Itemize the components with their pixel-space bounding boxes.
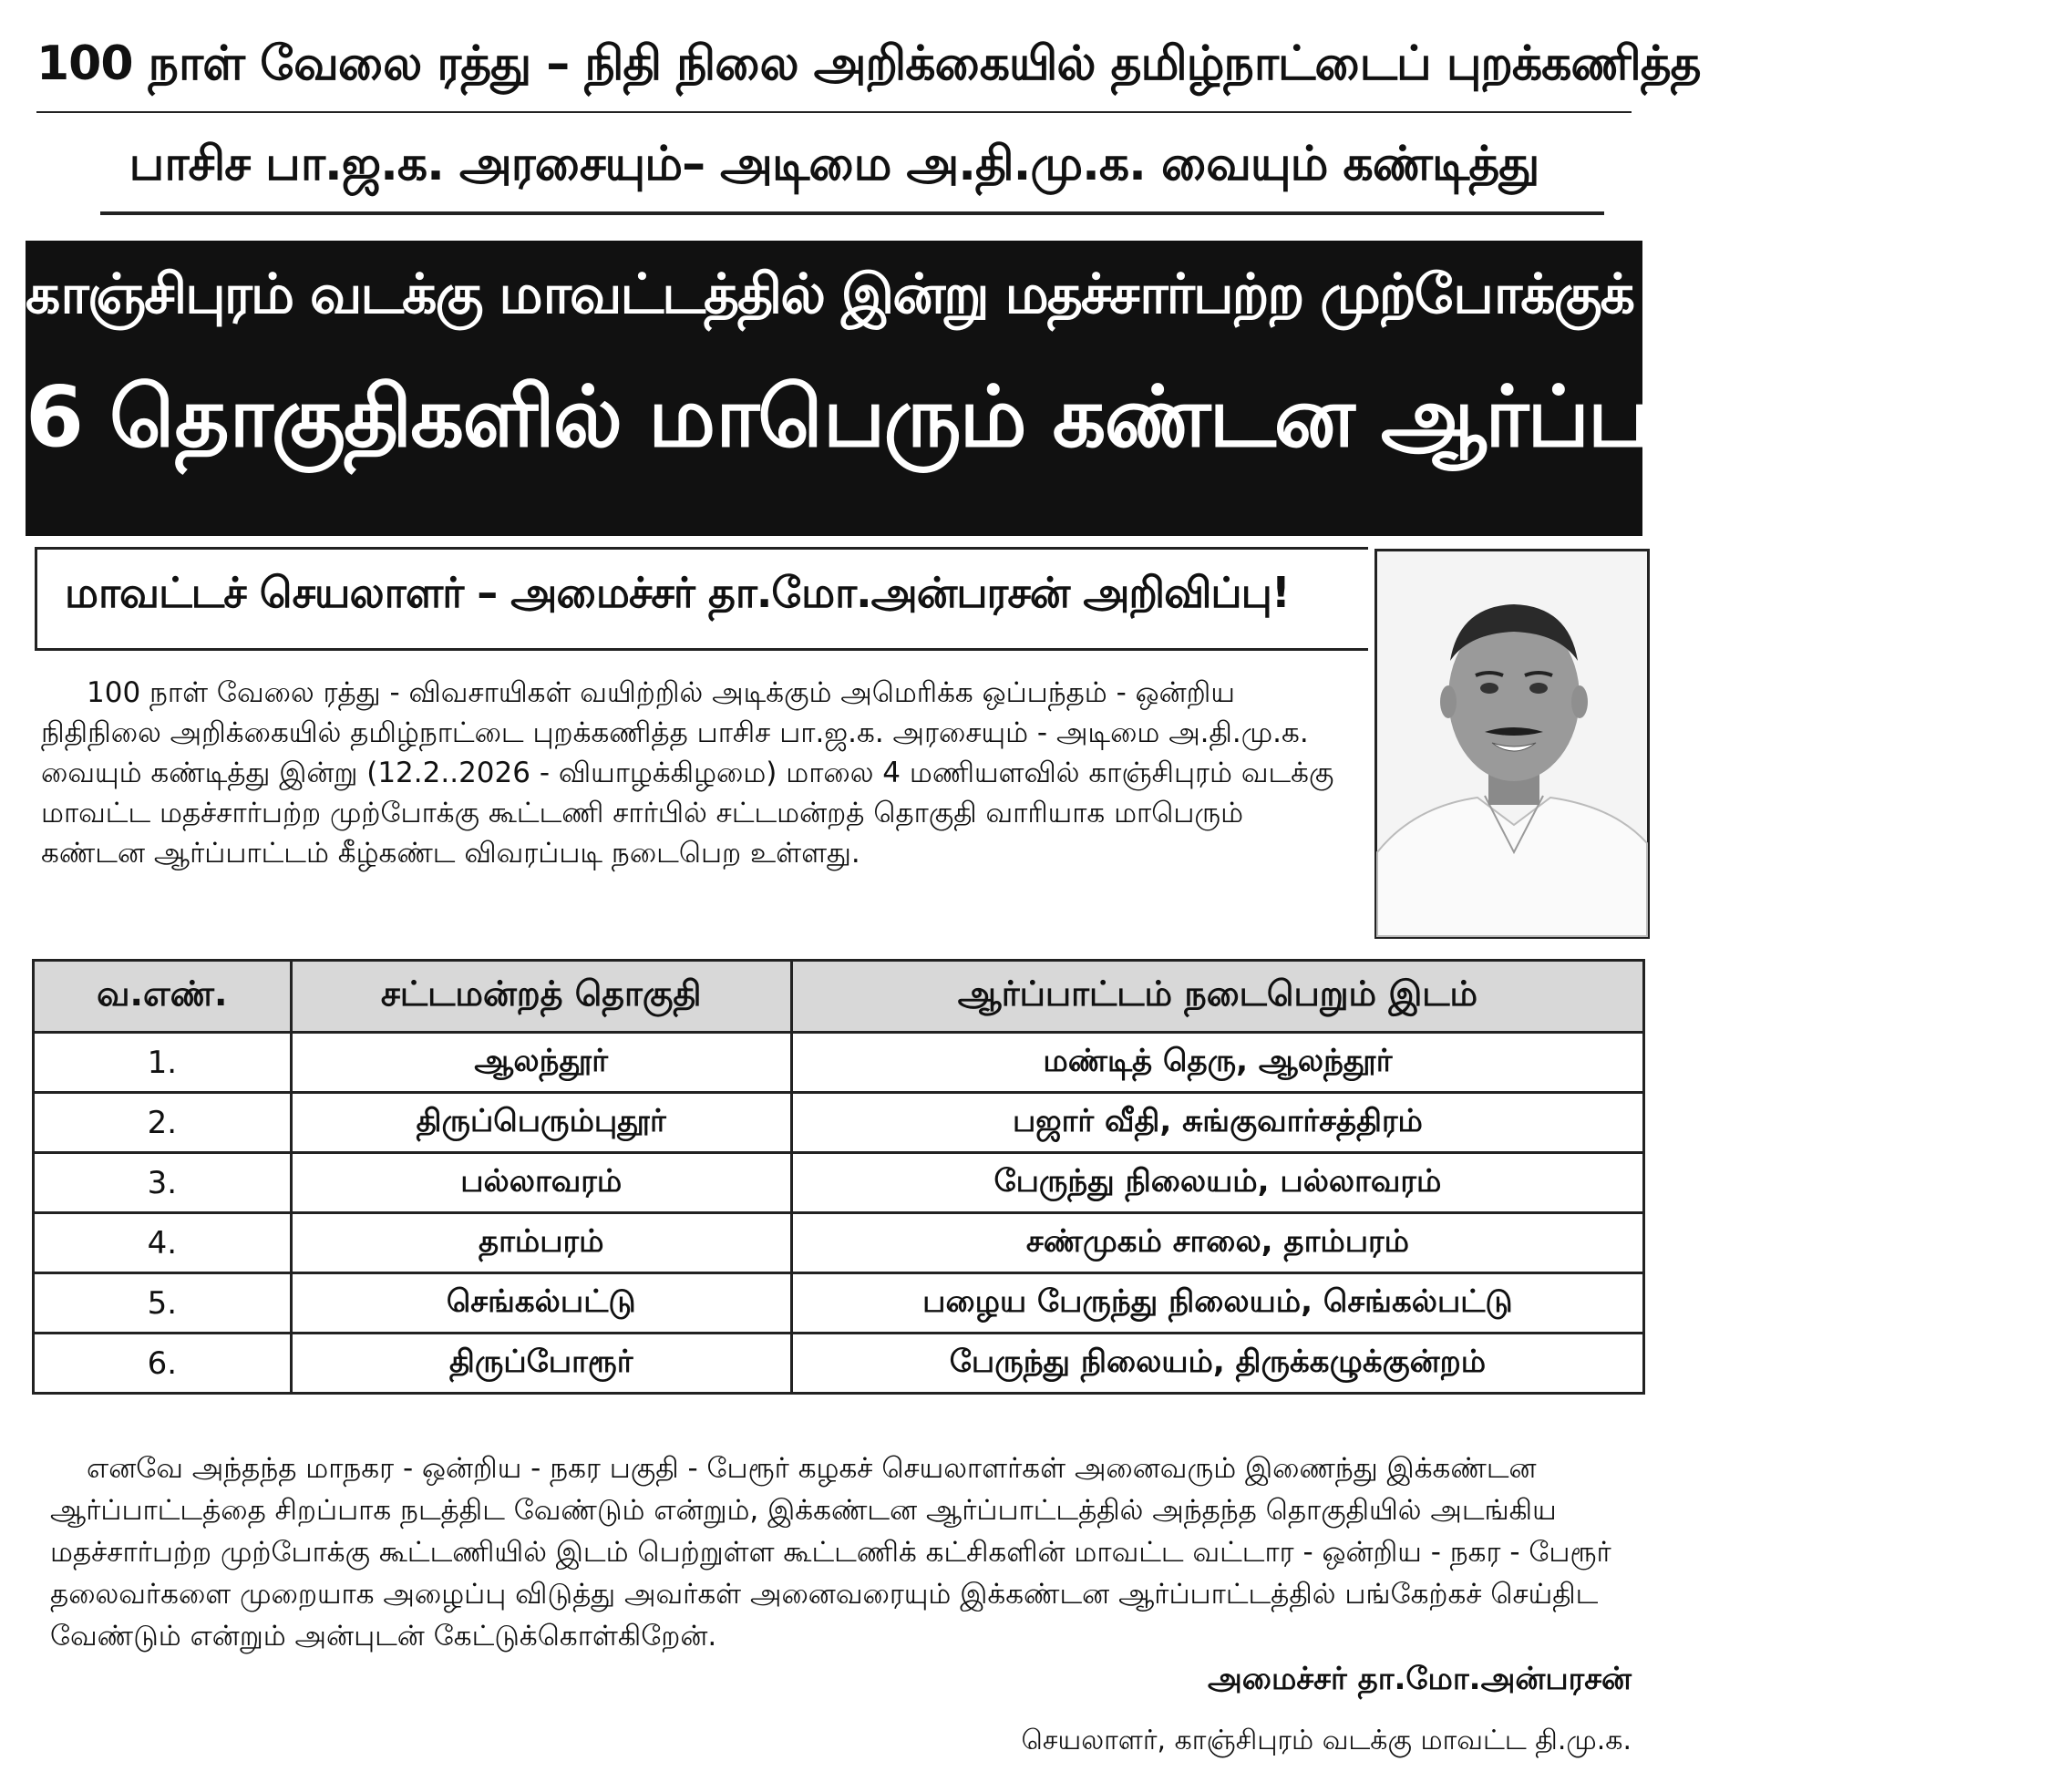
cell-serial-number: 2. <box>34 1093 292 1153</box>
cell-constituency: திருப்போரூர் <box>291 1334 791 1394</box>
headline-line-2: பாசிச பா.ஜ.க. அரசையும்– அடிமை அ.தி.மு.க. வையும் கண்டித்து <box>129 137 1539 191</box>
cell-constituency: செங்கல்பட்டு <box>291 1273 791 1334</box>
cell-venue: பேருந்து நிலையம், திருக்கழுக்குன்றம் <box>791 1334 1643 1394</box>
cell-venue: பழைய பேருந்து நிலையம், செங்கல்பட்டு <box>791 1273 1643 1334</box>
table-row <box>34 1153 1644 1213</box>
portrait-photo <box>1374 549 1650 939</box>
banner-line-1: காஞ்சிபுரம் வடக்கு மாவட்டத்தில் இன்று மதச்சார்பற்ற முற்போக்குக் கூட்டணி சார்பில் <box>26 263 2059 326</box>
protest-venue-table <box>32 959 1645 1395</box>
signatory-designation: செயலாளர், காஞ்சிபுரம் வடக்கு மாவட்ட தி.மு.க. <box>1021 1725 1632 1756</box>
closing-text: எனவே அந்தந்த மாநகர - ஒன்றிய - நகர பகுதி - பேரூர் கழகச் செயலாளர்கள் அனைவரும் இணைந்து இக்கண்டன ஆர்ப்பாட்டத்தை சிறப்பாக நடத்திட வேண்டும் என்றும், இக்கண்டன ஆர்ப்பாட்டத்தில் அந்தந்த தொகுதியில் அடங்கிய மதச்சார்பற்ற முற்போக்கு கூட்டணியில் இடம் பெற்றுள்ள கூட்டணிக் கட்சிகளின் மாவட்ட வட்டார - ஒன்றிய - நகர - பேரூர் தலைவர்களை முறையாக அழைப்பு விடுத்து அவர்கள் அனைவரையும் இக்கண்டன ஆர்ப்பாட்டத்தில் பங்கேற்கச் செய்திட வேண்டும் என்றும் அன்புடன் கேட்டுக்கொள்கிறேன். <box>50 1452 1611 1653</box>
table-row <box>34 1093 1644 1153</box>
headline-divider <box>36 111 1632 113</box>
intro-paragraph <box>41 673 1354 873</box>
announcement-title: மாவட்டச் செயலாளர் – அமைச்சர் தா.மோ.அன்பரசன் அறிவிப்பு! <box>65 568 1290 617</box>
portrait-illustration <box>1377 551 1647 936</box>
headline-underline <box>100 211 1604 215</box>
headline-line-1: 100 நாள் வேலை ரத்து – நிதி நிலை அறிக்கையில் தமிழ்நாட்டைப் புறக்கணித்த <box>36 36 1701 91</box>
cell-venue: மண்டித் தெரு, ஆலந்தூர் <box>791 1033 1643 1093</box>
cell-constituency: திருப்பெரும்புதூர் <box>291 1093 791 1153</box>
cell-venue: பேருந்து நிலையம், பல்லாவரம் <box>791 1153 1643 1213</box>
closing-paragraph <box>50 1447 1636 1657</box>
cell-serial-number: 4. <box>34 1213 292 1273</box>
cell-constituency: பல்லாவரம் <box>291 1153 791 1213</box>
table-row <box>34 1273 1644 1334</box>
header-venue: ஆர்ப்பாட்டம் நடைபெறும் இடம் <box>791 961 1643 1033</box>
cell-serial-number: 6. <box>34 1334 292 1394</box>
table-row <box>34 1213 1644 1273</box>
cell-constituency: தாம்பரம் <box>291 1213 791 1273</box>
cell-serial-number: 1. <box>34 1033 292 1093</box>
header-serial-number: வ.எண். <box>34 961 292 1033</box>
table-row <box>34 1334 1644 1394</box>
signatory-name: அமைச்சர் தா.மோ.அன்பரசன் <box>1208 1661 1632 1697</box>
announcement-box <box>35 547 1368 651</box>
table-header-row <box>34 961 1644 1033</box>
table-row <box>34 1033 1644 1093</box>
intro-text: 100 நாள் வேலை ரத்து - விவசாயிகள் வயிற்றில் அடிக்கும் அமெரிக்க ஒப்பந்தம் - ஒன்றிய நிதிநிலை அறிக்கையில் தமிழ்நாட்டை புறக்கணித்த பாசிச பா.ஜ.க. அரசையும் - அடிமை அ.தி.மு.க. வையும் கண்டித்து இன்று (12.2..2026 - வியாழக்கிழமை) மாலை 4 மணியளவில் காஞ்சிபுரம் வடக்கு மாவட்ட மதச்சார்பற்ற முற்போக்கு கூட்டணி சார்பில் சட்டமன்றத் தொகுதி வாரியாக மாபெரும் கண்டன ஆர்ப்பாட்டம் கீழ்கண்ட விவரப்படி நடைபெற உள்ளது. <box>41 676 1334 870</box>
cell-serial-number: 3. <box>34 1153 292 1213</box>
banner-line-2: 6 தொகுதிகளில் மாபெரும் கண்டன ஆர்ப்பாட்டம்! <box>26 368 1924 466</box>
cell-venue: சண்முகம் சாலை, தாம்பரம் <box>791 1213 1643 1273</box>
cell-serial-number: 5. <box>34 1273 292 1334</box>
cell-venue: பஜார் வீதி, சுங்குவார்சத்திரம் <box>791 1093 1643 1153</box>
cell-constituency: ஆலந்தூர் <box>291 1033 791 1093</box>
banner <box>26 241 2059 536</box>
header-constituency: சட்டமன்றத் தொகுதி <box>291 961 791 1033</box>
